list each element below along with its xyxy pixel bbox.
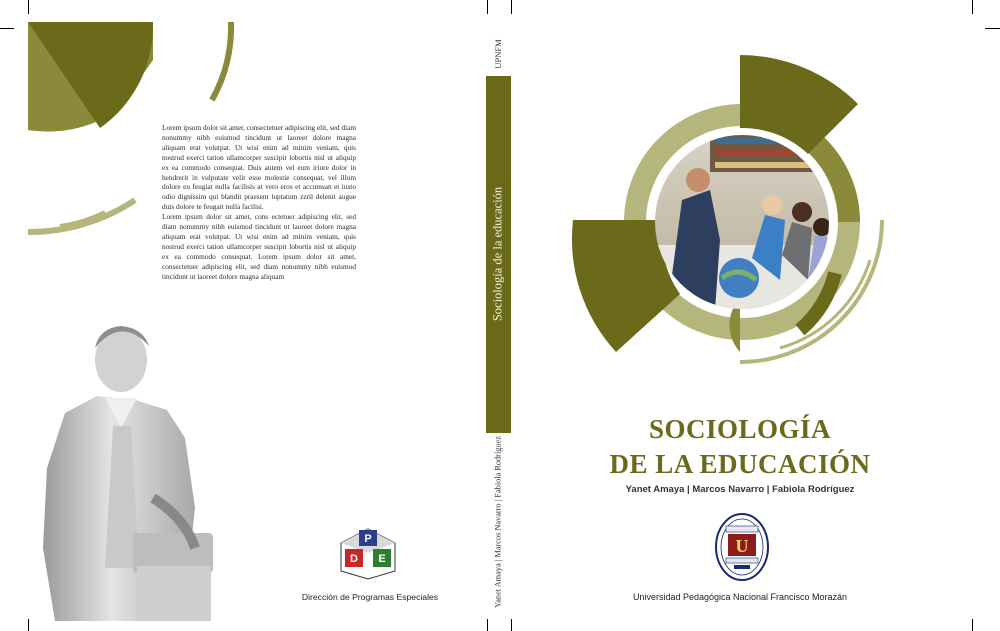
spine-title: Sociología de la educación (490, 186, 505, 322)
dpe-logo-letter: D (350, 553, 358, 565)
dpe-logo (337, 527, 399, 581)
front-title-line-2: DE LA EDUCACIÓN (609, 449, 871, 479)
crop-mark (985, 28, 1000, 29)
front-title-line-1: SOCIOLOGÍA (648, 414, 832, 444)
crop-mark (511, 0, 512, 14)
spine-authors: Yanet Amaya | Marcos Navarro | Fabiola Rodríguez (493, 436, 503, 608)
front-cover-graphic (560, 40, 900, 380)
crop-mark (511, 619, 512, 631)
statue-image (35, 318, 225, 621)
dpe-logo-letter: E (378, 553, 386, 565)
spine-code: UPNFM (493, 39, 503, 69)
university-name: Universidad Pedagógica Nacional Francisco Morazán (632, 592, 848, 602)
crop-mark (487, 0, 488, 14)
back-cover-paragraph: Lorem ipsum dolor sit amet, consectetuer adipiscing elit, sed diam nonummy nibh euismod tincidunt ut laoreet dolore magna aliquam erat volutpat. Ut wisi enim ad minim veniam, quis nostrud exerci tation ullamcorper suscipit lobortis nisl ut aliquip ex ea commodo consequat. Duis autem vel eum iriure dolor in hendrerit in vulputate velit esse molestie consequat, vel illum dolore eu feugiat nulla facilisis at vero eros et accumsan et iusto odio dignissim qui blandit praesent luptatum zzril delenit augue duis dolore te feugait nulla facilisi. (162, 123, 356, 212)
crop-mark (972, 619, 973, 631)
crop-mark (972, 0, 973, 14)
back-cover-paragraph: Lorem ipsum dolor sit amet, cons ectetuer adipiscing elit, sed diam nonummy nibh euismod tincidunt ut laoreet dolore magna aliquam erat volutpat. Ut wisi enim ad minim veniam, quis nostrud exerci tation ullamcorper suscipit lobortis nisl ut aliquip ex ea commodo consequat. Lorem ipsum dolor sit amet, consectetuer adipiscing elit, sed diam nonummy nibh euismod tincidunt ut laoreet dolore magna aliquam (162, 212, 356, 281)
dpe-logo-letter: P (364, 533, 372, 545)
back-cover-text (162, 123, 356, 282)
university-seal (714, 512, 770, 582)
front-authors: Yanet Amaya | Marcos Navarro | Fabiola Rodríguez (625, 484, 855, 495)
publisher-label: Dirección de Programas Especiales (301, 592, 439, 602)
crop-mark (28, 619, 29, 631)
svg-text:U: U (735, 536, 749, 556)
crop-mark (487, 619, 488, 631)
